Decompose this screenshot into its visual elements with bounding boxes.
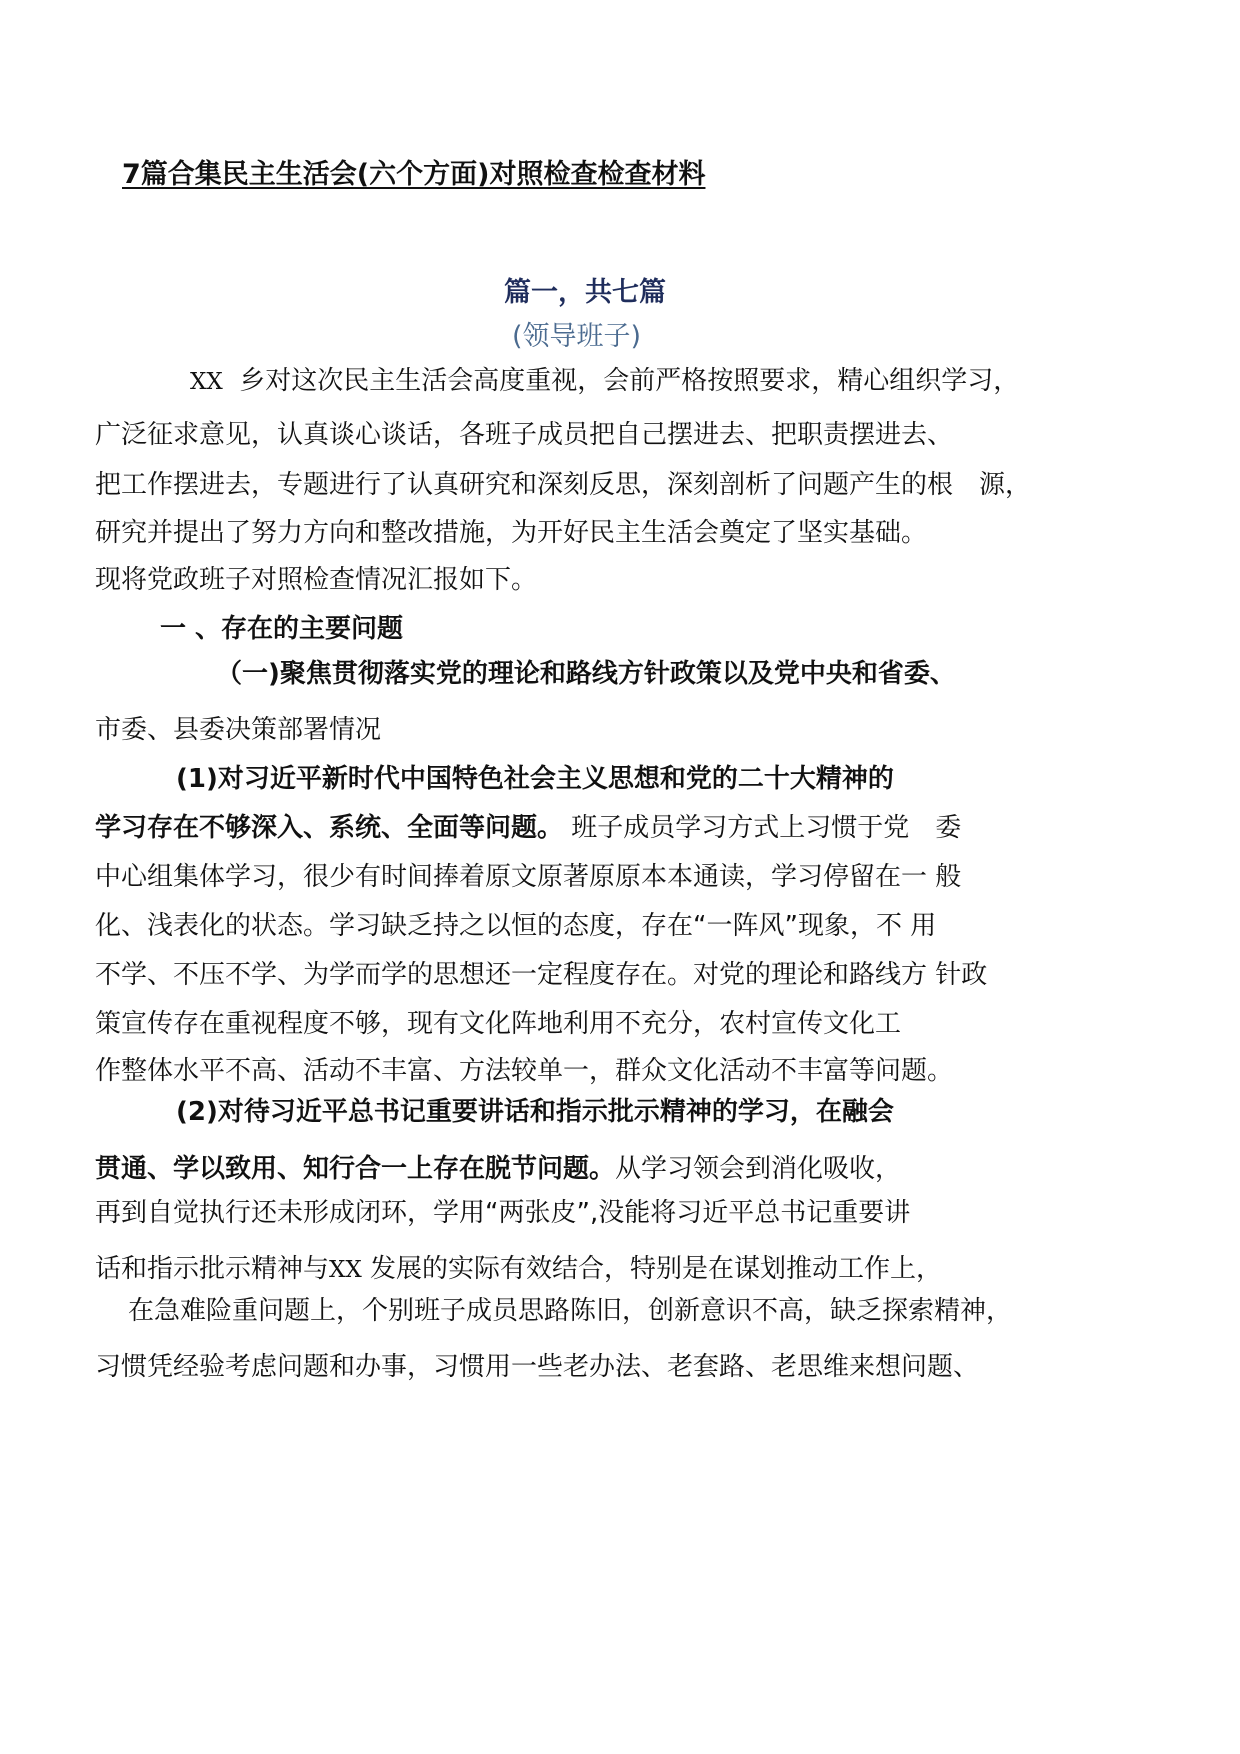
item2-line-1: 贯通、学以致用、知行合一上存在脱节问题。从学习领会到消化吸收， [95, 1154, 902, 1184]
item1-line-5: 策宣传存在重视程度不够，现有文化阵地利用不充分，农村宣传文化工 [95, 1009, 902, 1039]
item2-line-5: 习惯凭经验考虑问题和办事，习惯用一些老办法、老套路、老思维来想问题、 [95, 1352, 980, 1382]
item2-line-4: 在急难险重问题上，个别班子成员思路陈旧，创新意识不高，缺乏探索精神， [128, 1296, 1013, 1326]
section-heading: 篇一，共七篇 [504, 277, 666, 308]
part1-subheading-line-1: （一)聚焦贯彻落实党的理论和路线方针政策以及党中央和省委、 [216, 659, 956, 689]
item2-xx: XX [329, 1257, 362, 1283]
document-title: 7篇合集民主生活会(六个方面)对照检查检查材料 [122, 159, 706, 190]
item1-line-6: 作整体水平不高、活动不丰富、方法较单一，群众文化活动不丰富等问题。 [95, 1056, 954, 1086]
intro-line-4: 研究并提出了努力方向和整改措施，为开好民主生活会奠定了坚实基础。 [95, 518, 928, 548]
intro-line-1: XX 乡对这次民主生活会高度重视，会前严格按照要求，精心组织学习， [190, 366, 1020, 396]
section-subheading: (领导班子) [512, 321, 642, 352]
intro-line-3: 把工作摆进去，专题进行了认真研究和深刻反思，深刻剖析了问题产生的根 源， [95, 470, 1032, 500]
item1-line-1: 学习存在不够深入、系统、全面等问题。 班子成员学习方式上习惯于党 委 [95, 813, 962, 843]
intro-xx: XX [190, 369, 223, 395]
item2-line-3: 话和指示批示精神与XX 发展的实际有效结合，特别是在谋划推动工作上， [95, 1254, 943, 1284]
item1-line-4: 不学、不压不学、为学而学的思想还一定程度存在。对党的理论和路线方 针政 [95, 960, 988, 990]
item2-heading-line-1: (2)对待习近平总书记重要讲话和指示批示精神的学习，在融会 [176, 1097, 894, 1127]
item1-line-2: 中心组集体学习，很少有时间捧着原文原著原原本本通读，学习停留在一 般 [95, 862, 962, 892]
intro-line-2: 广泛征求意见，认真谈心谈话，各班子成员把自己摆进去、把职责摆进去、 [95, 420, 954, 450]
item2-line-2: 再到自觉执行还未形成闭环，学用“两张皮”,没能将习近平总书记重要讲 [95, 1198, 911, 1228]
intro-line-5: 现将党政班子对照检查情况汇报如下。 [95, 565, 538, 595]
item1-line-3: 化、浅表化的状态。学习缺乏持之以恒的态度，存在“一阵风”现象，不 用 [95, 911, 937, 941]
part1-heading: 一 、存在的主要问题 [160, 614, 404, 644]
item1-heading-line-1: (1)对习近平新时代中国特色社会主义思想和党的二十大精神的 [176, 764, 894, 794]
part1-subheading-line-2: 市委、县委决策部署情况 [95, 715, 382, 745]
